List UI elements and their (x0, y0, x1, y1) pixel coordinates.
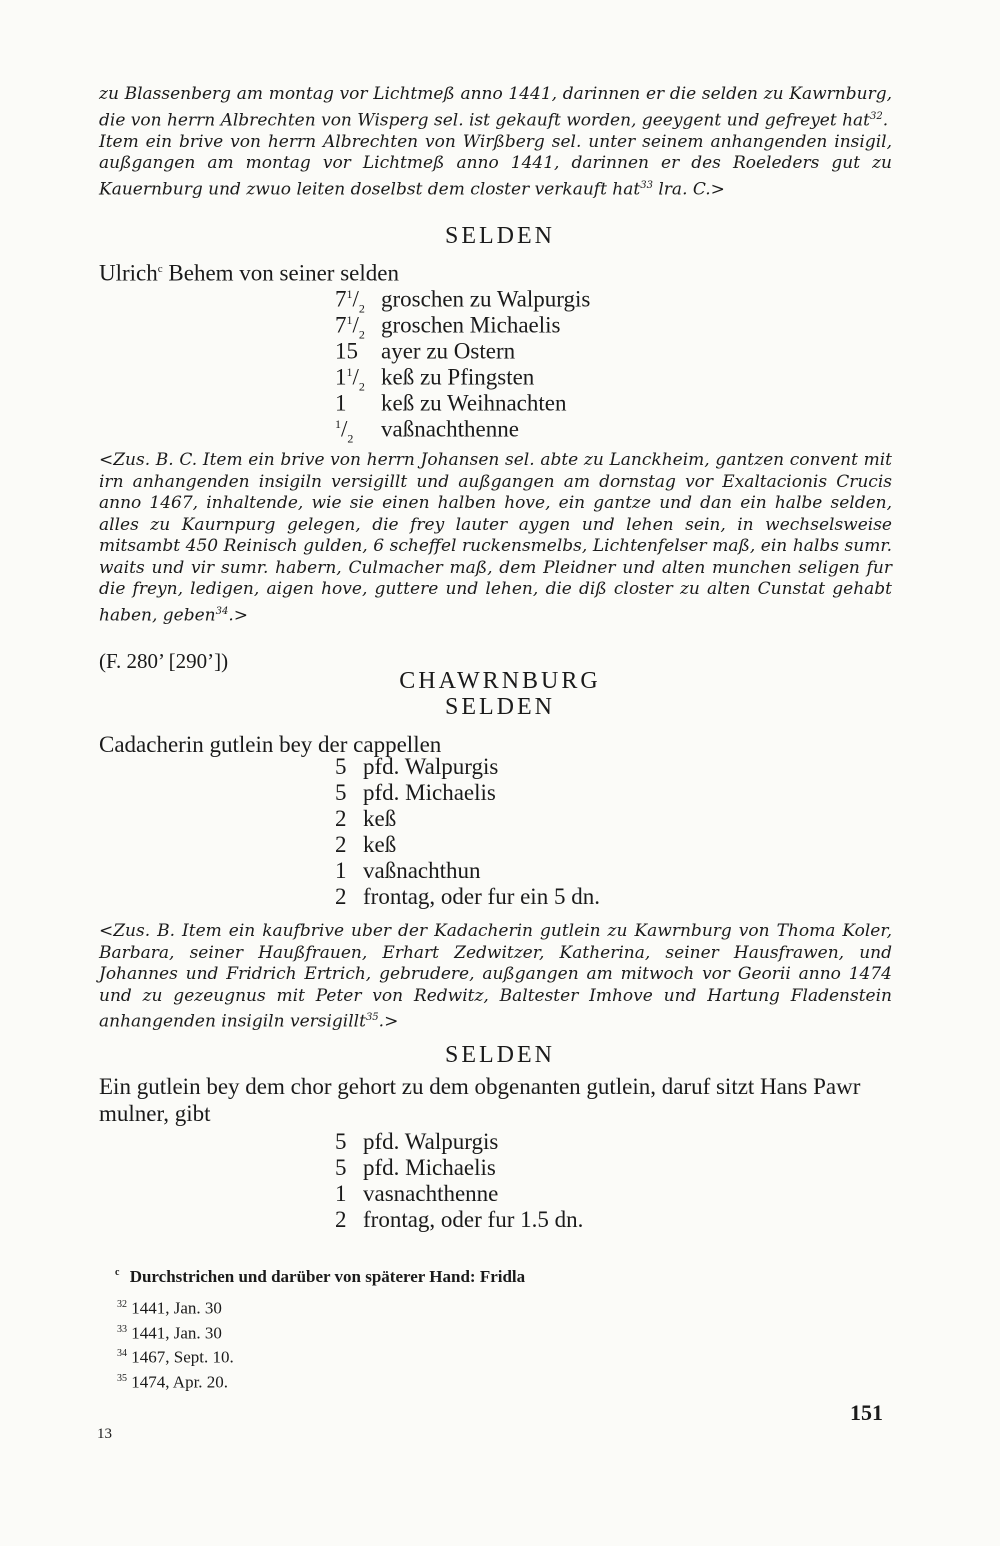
intro-paragraph-2 (99, 132, 892, 201)
entry-text: pfd. Walpurgis (363, 754, 499, 779)
footnote-item: $^{33}$ 1441, Jan. 30 (117, 1323, 222, 1343)
signature-mark: 13 (97, 1426, 112, 1442)
footnote-c-mark: c (115, 1267, 120, 1278)
footnotes-list (117, 1294, 234, 1393)
section-2-note-text: <Zus. B. Item ein kaufbrive uber der Kadacherin gutlein zu Kawrnburg von Thoma Koler, Barbara, seiner Haußfrauen, Erhart Zedwitzer, Katherina, seiner Hausfrawen, und Johannes und Fridrich Ertrich, gebrudere, außgangen am mitwoch vor Georii anno 1474 und zu gezeugnus mit Peter von Redwitz, Baltester Imhove und Hartung Fladenstein anhangenden insigiln versigillt (99, 921, 892, 1032)
entry-quantity: $^1/_2$ (335, 416, 354, 446)
footnote-ref-32: 32 (870, 110, 883, 122)
entry-quantity: $7^1/_2$ (335, 312, 365, 342)
entry-quantity: 1 (335, 858, 347, 883)
section-1-heading: SELDEN (445, 223, 555, 249)
footnote-c (115, 1262, 525, 1287)
footnote-item: $^{35}$ 1474, Apr. 20. (117, 1372, 229, 1392)
entry-quantity: 1 (335, 390, 347, 416)
entry-row (335, 385, 590, 416)
footnote-ref-c: c (157, 263, 163, 275)
section-2-heading: SELDEN (445, 694, 555, 720)
entry-row (335, 1181, 583, 1207)
section-3-entries (335, 1129, 583, 1233)
footnote-ref-35: 35 (365, 1012, 379, 1023)
section-2-note-end: .> (378, 1011, 399, 1032)
entry-text: vaßnachthun (363, 858, 481, 883)
entry-row (335, 307, 590, 342)
entry-text: frontag, oder fur 1.5 dn. (363, 1207, 584, 1232)
footnote-ref-33: 33 (640, 179, 653, 191)
entry-text: keß (363, 806, 397, 831)
page-number: 151 (850, 1400, 883, 1425)
entry-row (335, 281, 591, 316)
entry-quantity: $1^1/_2$ (335, 364, 365, 394)
entry-quantity: 2 (335, 806, 347, 831)
entry-quantity: 5 (335, 780, 347, 805)
entry-quantity: 1 (335, 1181, 347, 1206)
entry-text: groschen Michaelis (381, 312, 561, 338)
entry-text: keß (363, 832, 397, 857)
intro-paragraph-2-text: Item ein brive von herrn Albrechten von Wirßberg sel. unter seinem anhangenden insigil, außgangen am montag vor Lichtmeß anno 1441, darinnen er des Roeleders gut zu Kauernburg und zwuo leiten doselbst dem closter verkauft hat (99, 131, 892, 200)
section-1-title-pre: Ulrich (99, 260, 158, 286)
entry-row (335, 832, 600, 858)
entry-quantity: 2 (335, 884, 347, 909)
intro-paragraph-1: zu Blassenberg am montag vor Lichtmeß anno 1441, darinnen er die selden zu Kawrnburg, die von herrn Albrechten von Wisperg sel. ist gekauft worden, geeygent und gefreyet hat$^{32}$. (99, 84, 892, 131)
entry-row (335, 806, 600, 832)
footnote-ref-34: 34 (215, 605, 229, 617)
section-1-note (99, 450, 892, 627)
entry-text: ayer zu Ostern (381, 338, 516, 364)
intro-paragraph-1-text: zu Blassenberg am montag vor Lichtmeß anno 1441, darinnen er die selden zu Kawrnburg, die von herrn Albrechten von Wisperg sel. ist gekauft worden, geeygent und gefreyet hat (99, 84, 892, 131)
section-2-heading-place: CHAWRNBURG (399, 668, 601, 694)
entry-text: keß zu Weihnachten (381, 390, 567, 416)
entry-text: pfd. Walpurgis (363, 1129, 499, 1154)
entry-text: groschen zu Walpurgis (381, 286, 591, 312)
entry-quantity: 2 (335, 1207, 347, 1232)
entry-quantity: 5 (335, 1155, 347, 1180)
entry-quantity: $7^1/_2$ (335, 286, 365, 316)
entry-row (335, 754, 600, 780)
entry-text: keß zu Pfingsten (381, 364, 535, 390)
entry-row (335, 359, 590, 394)
entry-text: vaßnachthenne (381, 416, 519, 442)
entry-row (335, 884, 600, 910)
entry-row (335, 780, 600, 806)
footnote-item: $^{32}$ 1441, Jan. 30 (117, 1298, 222, 1318)
entry-row (335, 1155, 583, 1181)
entry-text: pfd. Michaelis (363, 1155, 496, 1180)
intro-block (99, 84, 892, 201)
section-2-entries (335, 754, 600, 910)
section-2-note (99, 921, 892, 1033)
entry-quantity: 2 (335, 832, 347, 857)
entry-quantity: 5 (335, 754, 347, 779)
section-1-entries (335, 281, 591, 446)
entry-quantity: 5 (335, 1129, 347, 1154)
entry-quantity: 15 (335, 338, 358, 364)
section-1-title-post: Behem von seiner selden (162, 260, 399, 286)
section-1-note-text: <Zus. B. C. Item ein brive von herrn Johansen sel. abte zu Lanckheim, gantzen convent mit irn anhangenden insigiln versigillt und außgangen am dornstag vor Exaltacionis Crucis anno 1467, inhaltende, wie sie einen halben hove, ein gantze und dan ein halbe selden, alles zu Kaurnpurg gelegen, die frey lauter aygen und lehen sein, in wechselsweise mitsambt 450 Reinisch gulden, 6 scheffel ruckensmelbs, Lichtenfelser maß, ein halbs sumr. waits und vir sumr. habern, Culmacher maß, dem Pleidner und alten munchen seligen fur die freyn, ledigen, aigen hove, guttere und lehen, die diß closter zu alten Cunstat gehabt haben, geben (99, 450, 892, 626)
entry-text: pfd. Michaelis (363, 780, 496, 805)
folio-marker: (F. 280’ [290’]) (99, 649, 229, 673)
intro-paragraph-2-end: lra. C.> (652, 179, 725, 200)
entry-row (335, 1207, 583, 1233)
section-2-title: Cadacherin gutlein bey der cappellen (99, 732, 442, 757)
footnote-item: $^{34}$ 1467, Sept. 10. (117, 1347, 234, 1367)
footnote-c-text: Durchstrichen und darüber von späterer Hand: Fridla (129, 1266, 526, 1286)
entry-row (335, 1129, 583, 1155)
entry-text: frontag, oder fur ein 5 dn. (363, 884, 600, 909)
entry-text: vasnachthenne (363, 1181, 499, 1206)
entry-row (335, 858, 600, 884)
section-1-note-end: .> (228, 605, 249, 626)
section-3-heading: SELDEN (445, 1042, 555, 1068)
section-3-title: Ein gutlein bey dem chor gehort zu dem obgenanten gutlein, daruf sitzt Hans Pawr mulner, gibt (99, 1074, 861, 1126)
